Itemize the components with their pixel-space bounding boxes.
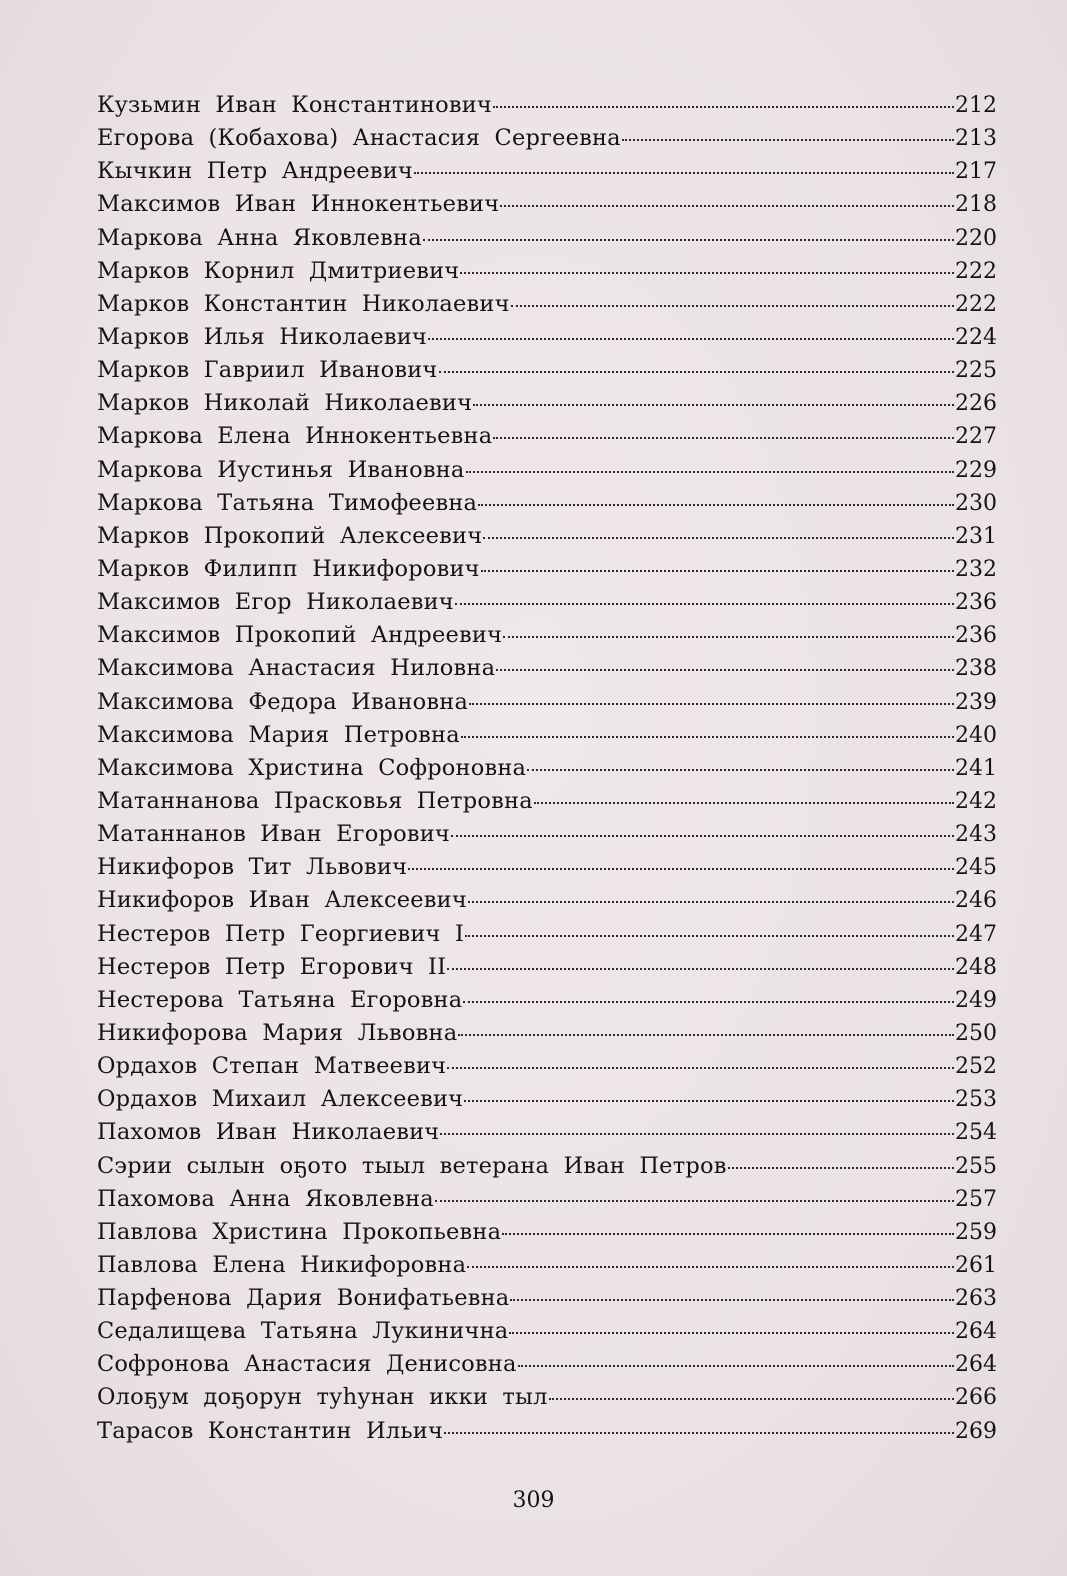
toc-entry-page: 249 xyxy=(955,987,997,1013)
toc-entry-page: 231 xyxy=(955,523,997,549)
toc-entry xyxy=(97,887,997,920)
toc-entry-title: Матаннанова Прасковья Петровна xyxy=(97,787,533,814)
toc-entry-page: 259 xyxy=(955,1219,997,1245)
toc-entry-page: 248 xyxy=(955,954,997,980)
dot-leader xyxy=(451,835,954,837)
toc-entry xyxy=(97,655,997,688)
toc-entry-title: Никифорова Мария Львовна xyxy=(97,1019,458,1046)
toc-entry-page: 230 xyxy=(955,490,997,516)
toc-entry xyxy=(97,854,997,887)
dot-leader xyxy=(527,769,954,771)
dot-leader xyxy=(468,901,954,903)
toc-entry-page: 264 xyxy=(955,1319,997,1345)
toc-entry xyxy=(97,689,997,722)
toc-entry-page: 226 xyxy=(955,391,997,417)
dot-leader xyxy=(414,172,954,174)
toc-entry-title: Марков Константин Николаевич xyxy=(97,290,510,317)
toc-entry-title: Нестеров Петр Егорович II xyxy=(97,953,447,980)
toc-entry xyxy=(97,191,997,224)
toc-entry xyxy=(97,291,997,324)
toc-entry-title: Нестеров Петр Георгиевич I xyxy=(97,920,465,947)
toc-entry-page: 236 xyxy=(955,623,997,649)
toc-entry-title: Софронова Анастасия Денисовна xyxy=(97,1351,517,1378)
toc-entry-title: Максимова Федора Ивановна xyxy=(97,688,469,715)
dot-leader xyxy=(493,106,954,108)
dot-leader xyxy=(465,935,954,937)
toc-entry xyxy=(97,490,997,523)
dot-leader xyxy=(423,239,954,241)
toc-entry xyxy=(97,457,997,490)
toc-entry-page: 239 xyxy=(955,689,997,715)
toc-entry-title: Максимов Егор Николаевич xyxy=(97,589,454,616)
toc-entry-page: 232 xyxy=(955,556,997,582)
toc-entry xyxy=(97,324,997,357)
toc-entry xyxy=(97,954,997,987)
toc-entry-page: 220 xyxy=(955,225,997,251)
toc-entry-page: 222 xyxy=(955,258,997,284)
toc-entry xyxy=(97,225,997,258)
toc-entry-page: 224 xyxy=(955,324,997,350)
toc-entry xyxy=(97,1252,997,1285)
dot-leader xyxy=(510,1299,954,1301)
toc-entry-page: 263 xyxy=(955,1286,997,1312)
dot-leader xyxy=(439,371,955,373)
dot-leader xyxy=(469,703,954,705)
toc-entry-page: 254 xyxy=(955,1120,997,1146)
toc-entry-title: Ордахов Михаил Алексеевич xyxy=(97,1086,464,1113)
dot-leader xyxy=(428,338,954,340)
dot-leader xyxy=(502,1233,954,1235)
toc-entry-page: 241 xyxy=(955,755,997,781)
toc-entry-page: 250 xyxy=(955,1020,997,1046)
toc-entry-page: 217 xyxy=(955,159,997,185)
toc-entry xyxy=(97,390,997,423)
dot-leader xyxy=(549,1398,954,1400)
toc-entry xyxy=(97,556,997,589)
toc-entry-page: 257 xyxy=(955,1186,997,1212)
toc-entry-page: 243 xyxy=(955,822,997,848)
toc-entry-page: 261 xyxy=(955,1252,997,1278)
dot-leader xyxy=(461,736,954,738)
toc-entry-title: Марков Илья Николаевич xyxy=(97,323,427,350)
toc-entry xyxy=(97,125,997,158)
toc-entry xyxy=(97,1053,997,1086)
table-of-contents xyxy=(97,92,997,1451)
toc-entry xyxy=(97,788,997,821)
toc-entry-page: 246 xyxy=(955,888,997,914)
toc-entry-page: 236 xyxy=(955,590,997,616)
toc-entry-title: Сэрии сылын оҕото тыыл ветерана Иван Петров xyxy=(97,1152,727,1179)
dot-leader xyxy=(496,669,954,671)
toc-entry-title: Никифоров Иван Алексеевич xyxy=(97,887,467,914)
toc-entry-title: Седалищева Татьяна Лукинична xyxy=(97,1318,509,1345)
toc-entry-page: 245 xyxy=(955,855,997,881)
toc-entry-page: 238 xyxy=(955,656,997,682)
toc-entry-title: Матаннанов Иван Егорович xyxy=(97,821,450,848)
toc-entry-title: Максимова Христина Софроновна xyxy=(97,754,527,781)
toc-entry-title: Пахомов Иван Николаевич xyxy=(97,1119,440,1146)
dot-leader xyxy=(444,1432,954,1434)
toc-entry xyxy=(97,1119,997,1152)
toc-entry xyxy=(97,1186,997,1219)
dot-leader xyxy=(481,570,954,572)
dot-leader xyxy=(458,1034,954,1036)
dot-leader xyxy=(463,1001,954,1003)
dot-leader xyxy=(534,802,954,804)
dot-leader xyxy=(466,471,954,473)
toc-entry-title: Кузьмин Иван Константинович xyxy=(97,92,493,118)
toc-entry-title: Марков Николай Николаевич xyxy=(97,390,473,417)
toc-entry-page: 266 xyxy=(955,1385,997,1411)
toc-entry xyxy=(97,92,997,125)
toc-entry-page: 253 xyxy=(955,1087,997,1113)
toc-entry xyxy=(97,423,997,456)
dot-leader xyxy=(728,1167,954,1169)
dot-leader xyxy=(447,1067,954,1069)
toc-entry xyxy=(97,755,997,788)
toc-entry-title: Максимова Мария Петровна xyxy=(97,721,460,748)
toc-entry xyxy=(97,722,997,755)
toc-entry-page: 227 xyxy=(955,424,997,450)
dot-leader xyxy=(447,968,954,970)
dot-leader xyxy=(483,537,954,539)
toc-entry-page: 255 xyxy=(955,1153,997,1179)
dot-leader xyxy=(500,205,954,207)
dot-leader xyxy=(455,603,954,605)
toc-entry-page: 269 xyxy=(955,1418,997,1444)
toc-entry xyxy=(97,1086,997,1119)
toc-entry-title: Нестерова Татьяна Егоровна xyxy=(97,986,463,1013)
dot-leader xyxy=(509,1332,954,1334)
toc-entry-title: Кычкин Петр Андреевич xyxy=(97,158,414,185)
toc-entry-page: 240 xyxy=(955,722,997,748)
toc-entry-page: 229 xyxy=(955,457,997,483)
toc-entry-title: Павлова Христина Прокопьевна xyxy=(97,1218,502,1245)
toc-entry xyxy=(97,357,997,390)
toc-entry-title: Егорова (Кобахова) Анастасия Сергеевна xyxy=(97,125,621,152)
dot-leader xyxy=(622,139,954,141)
toc-entry xyxy=(97,589,997,622)
dot-leader xyxy=(460,272,954,274)
toc-entry-title: Парфенова Дария Вонифатьевна xyxy=(97,1285,510,1312)
toc-entry xyxy=(97,158,997,191)
dot-leader xyxy=(467,1266,954,1268)
toc-entry xyxy=(97,1318,997,1351)
toc-entry-title: Маркова Анна Яковлевна xyxy=(97,224,422,251)
toc-entry-page: 212 xyxy=(955,93,997,118)
toc-entry xyxy=(97,622,997,655)
dot-leader xyxy=(440,1133,954,1135)
page-number: 309 xyxy=(512,1488,555,1513)
toc-entry-title: Маркова Иустинья Ивановна xyxy=(97,456,465,483)
toc-entry-title: Олоҕум доҕорун туһунан икки тыл xyxy=(97,1384,548,1411)
dot-leader xyxy=(493,437,954,439)
dot-leader xyxy=(435,1200,954,1202)
toc-entry xyxy=(97,1384,997,1417)
toc-entry xyxy=(97,258,997,291)
toc-entry-page: 225 xyxy=(955,358,997,384)
toc-entry xyxy=(97,921,997,954)
toc-entry-title: Марков Прокопий Алексеевич xyxy=(97,522,483,549)
toc-entry xyxy=(97,523,997,556)
toc-entry-title: Павлова Елена Никифоровна xyxy=(97,1251,467,1278)
toc-entry-title: Марков Гавриил Иванович xyxy=(97,357,438,384)
toc-entry-title: Марков Филипп Никифорович xyxy=(97,555,480,582)
toc-entry-page: 242 xyxy=(955,788,997,814)
toc-entry xyxy=(97,1418,997,1451)
toc-entry xyxy=(97,1351,997,1384)
toc-entry-page: 218 xyxy=(955,192,997,218)
toc-entry-page: 252 xyxy=(955,1054,997,1080)
dot-leader xyxy=(503,636,954,638)
toc-entry-page: 247 xyxy=(955,921,997,947)
dot-leader xyxy=(518,1365,954,1367)
toc-entry-page: 264 xyxy=(955,1352,997,1378)
toc-entry-title: Ордахов Степан Матвеевич xyxy=(97,1053,447,1080)
dot-leader xyxy=(511,305,954,307)
toc-entry-title: Марков Корнил Дмитриевич xyxy=(97,257,460,284)
toc-entry-title: Маркова Татьяна Тимофеевна xyxy=(97,489,478,516)
toc-entry-title: Пахомова Анна Яковлевна xyxy=(97,1185,434,1212)
toc-entry xyxy=(97,1153,997,1186)
toc-entry xyxy=(97,821,997,854)
toc-entry xyxy=(97,1020,997,1053)
toc-entry-page: 213 xyxy=(955,126,997,152)
toc-entry xyxy=(97,1219,997,1252)
dot-leader xyxy=(464,1100,954,1102)
toc-entry-title: Максимов Иван Иннокентьевич xyxy=(97,191,500,218)
dot-leader xyxy=(478,504,954,506)
dot-leader xyxy=(408,868,954,870)
toc-entry-title: Максимова Анастасия Ниловна xyxy=(97,655,496,682)
toc-entry-title: Никифоров Тит Львович xyxy=(97,854,408,881)
toc-entry xyxy=(97,987,997,1020)
toc-entry-title: Маркова Елена Иннокентьевна xyxy=(97,423,493,450)
toc-entry xyxy=(97,1285,997,1318)
dot-leader xyxy=(473,404,954,406)
toc-entry-page: 222 xyxy=(955,291,997,317)
toc-entry-title: Максимов Прокопий Андреевич xyxy=(97,622,503,649)
toc-entry-title: Тарасов Константин Ильич xyxy=(97,1417,444,1444)
